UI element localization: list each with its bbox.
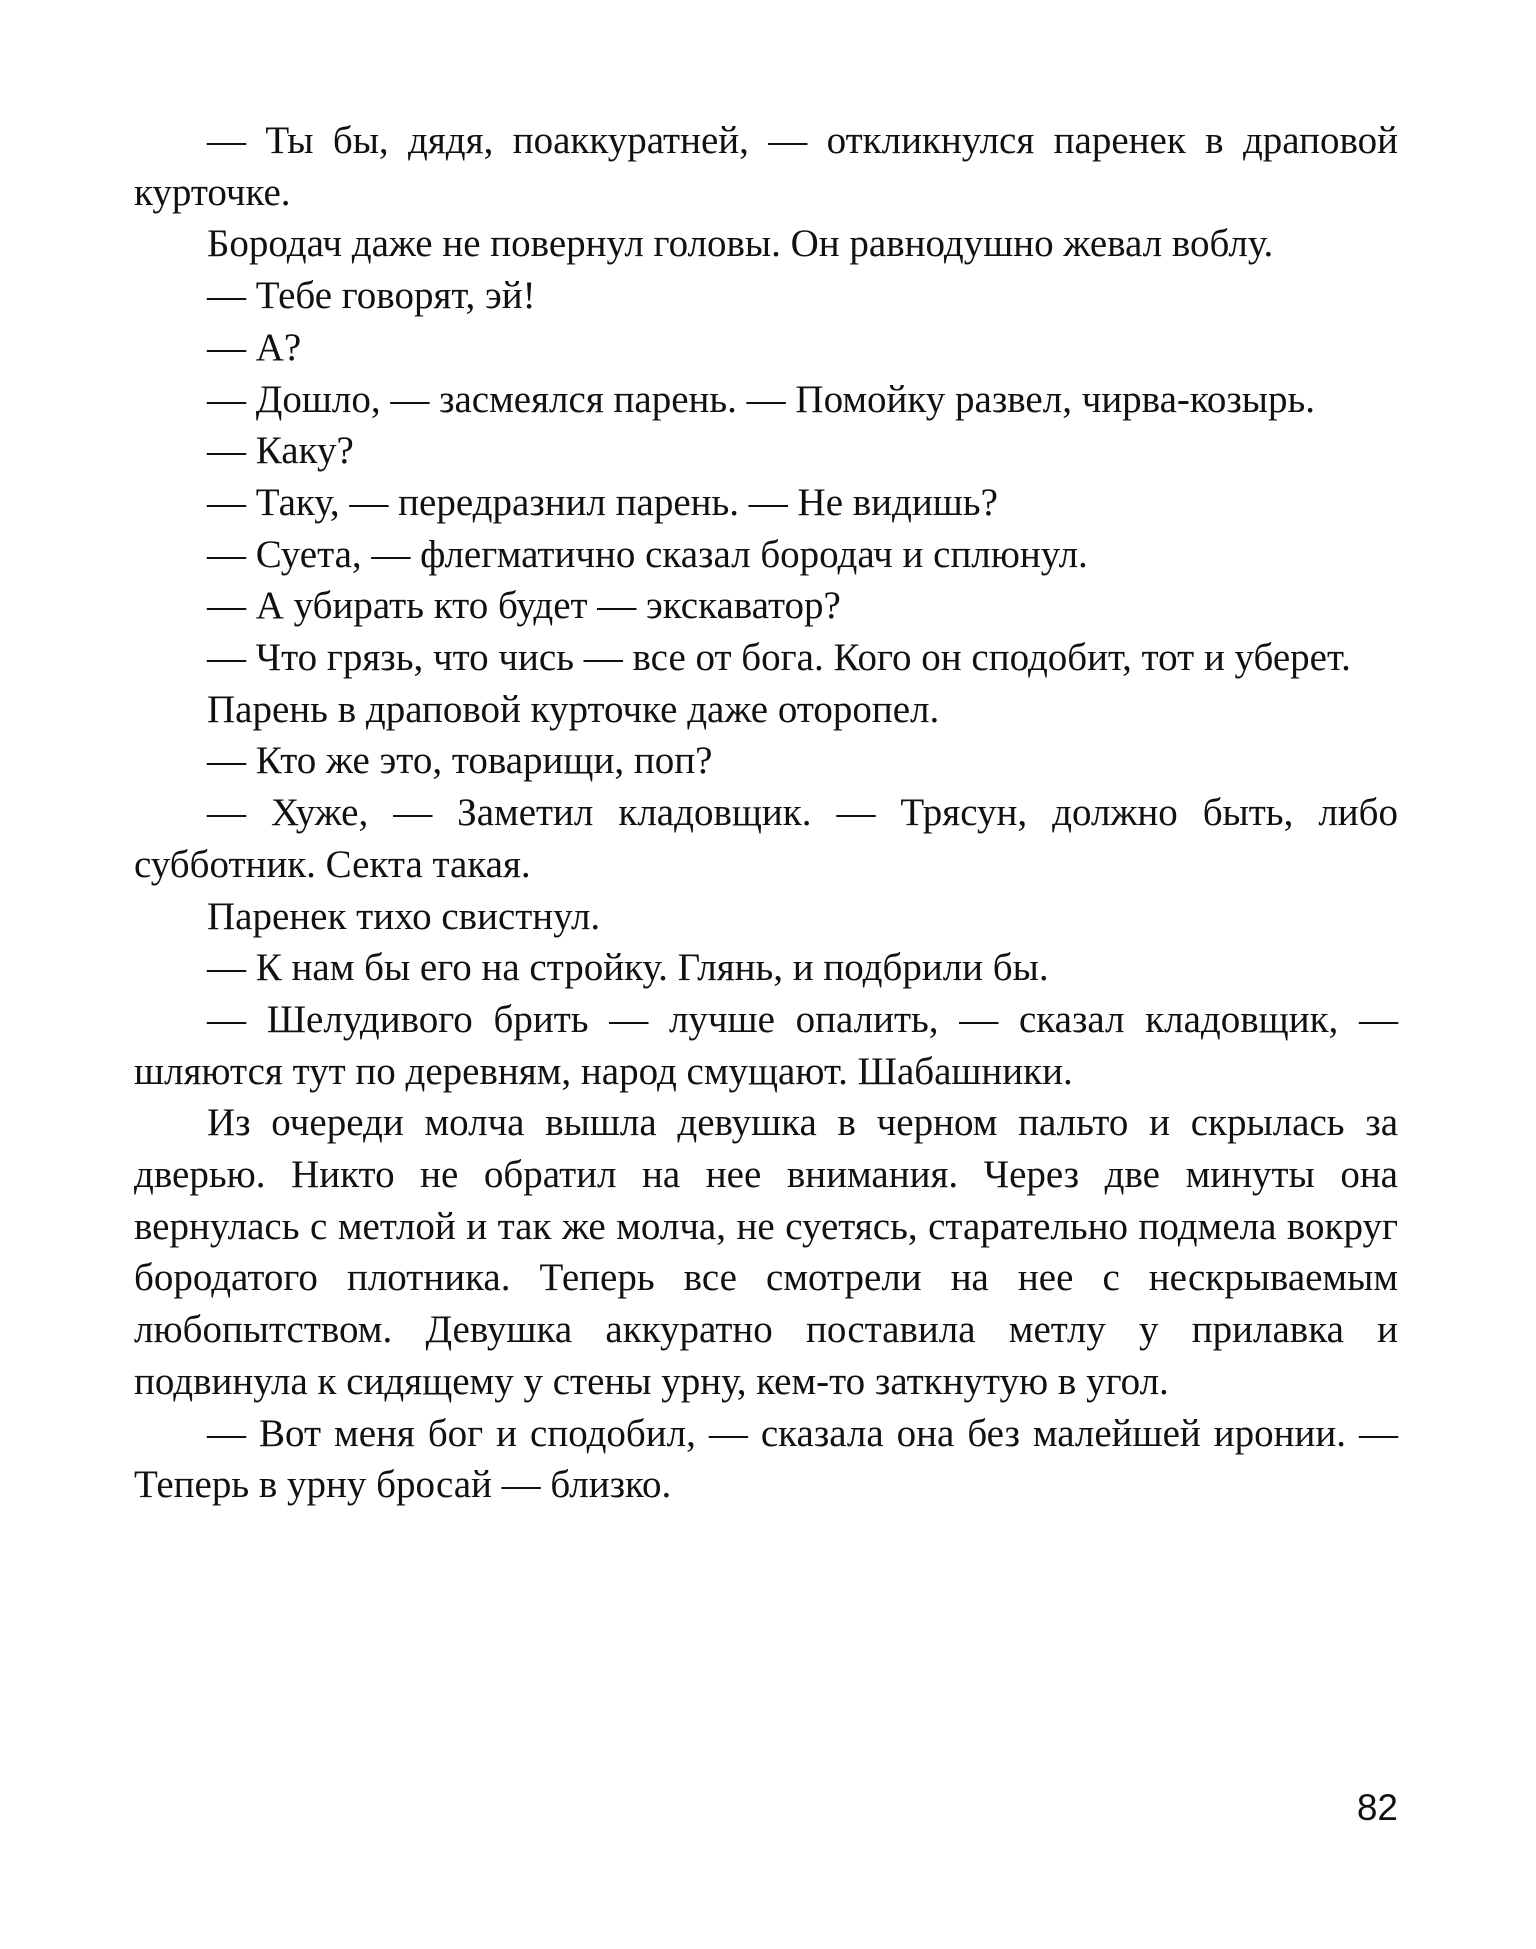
paragraph: — Вот меня бог и сподобил, — сказала она без малейшей иронии. — Теперь в урну бросай — близко. bbox=[134, 1411, 1398, 1507]
paragraph: Бородач даже не повернул головы. Он равнодушно жевал воблу. bbox=[207, 222, 1274, 266]
paragraph: — Дошло, — засмеялся парень. — Помойку развел, чирва-козырь. bbox=[207, 377, 1315, 421]
paragraph: Парень в драповой курточке даже оторопел. bbox=[207, 687, 940, 731]
paragraph: — Каку? bbox=[207, 429, 354, 473]
page-number: 82 bbox=[1356, 1787, 1398, 1828]
paragraph: — Шелудивого брить — лучше опалить, — сказал кладовщик, — шляются тут по деревням, народ смущают. Шабашники. bbox=[134, 997, 1398, 1093]
paragraph: — А убирать кто будет — экскаватор? bbox=[207, 584, 841, 628]
paragraph: — Ты бы, дядя, поаккуратней, — откликнулся паренек в драповой курточке. bbox=[134, 119, 1398, 214]
paragraph: Из очереди молча вышла девушка в черном пальто и скрылась за дверью. Никто не обратил на нее внимания. Через две минуты она вернулась с метлой и так же молча, не суетясь, старательно подмела вокруг бородатого плотника. Теперь все смотрели на нее с нескрываемым любопытством. Девушка аккуратно поставила метлу у прилавка и подвинула к сидящему у стены урну, кем-то заткнутую в угол. bbox=[134, 1101, 1398, 1403]
body-text bbox=[134, 115, 1398, 1511]
paragraph: — Тебе говорят, эй! bbox=[207, 274, 536, 318]
paragraph: — Что грязь, что чись — все от бога. Кого он сподобит, тот и уберет. bbox=[207, 636, 1351, 680]
paragraph: — К нам бы его на стройку. Глянь, и подбрили бы. bbox=[207, 946, 1049, 990]
paragraph: — Таку, — передразнил парень. — Не видишь? bbox=[207, 480, 998, 524]
paragraph: Паренек тихо свистнул. bbox=[207, 894, 601, 938]
paragraph: — Кто же это, товарищи, поп? bbox=[207, 739, 713, 783]
paragraph: — А? bbox=[207, 325, 302, 369]
paragraph: — Хуже, — Заметил кладовщик. — Трясун, должно быть, либо субботник. Секта такая. bbox=[134, 791, 1398, 886]
paragraph: — Суета, — флегматично сказал бородач и сплюнул. bbox=[207, 532, 1088, 576]
